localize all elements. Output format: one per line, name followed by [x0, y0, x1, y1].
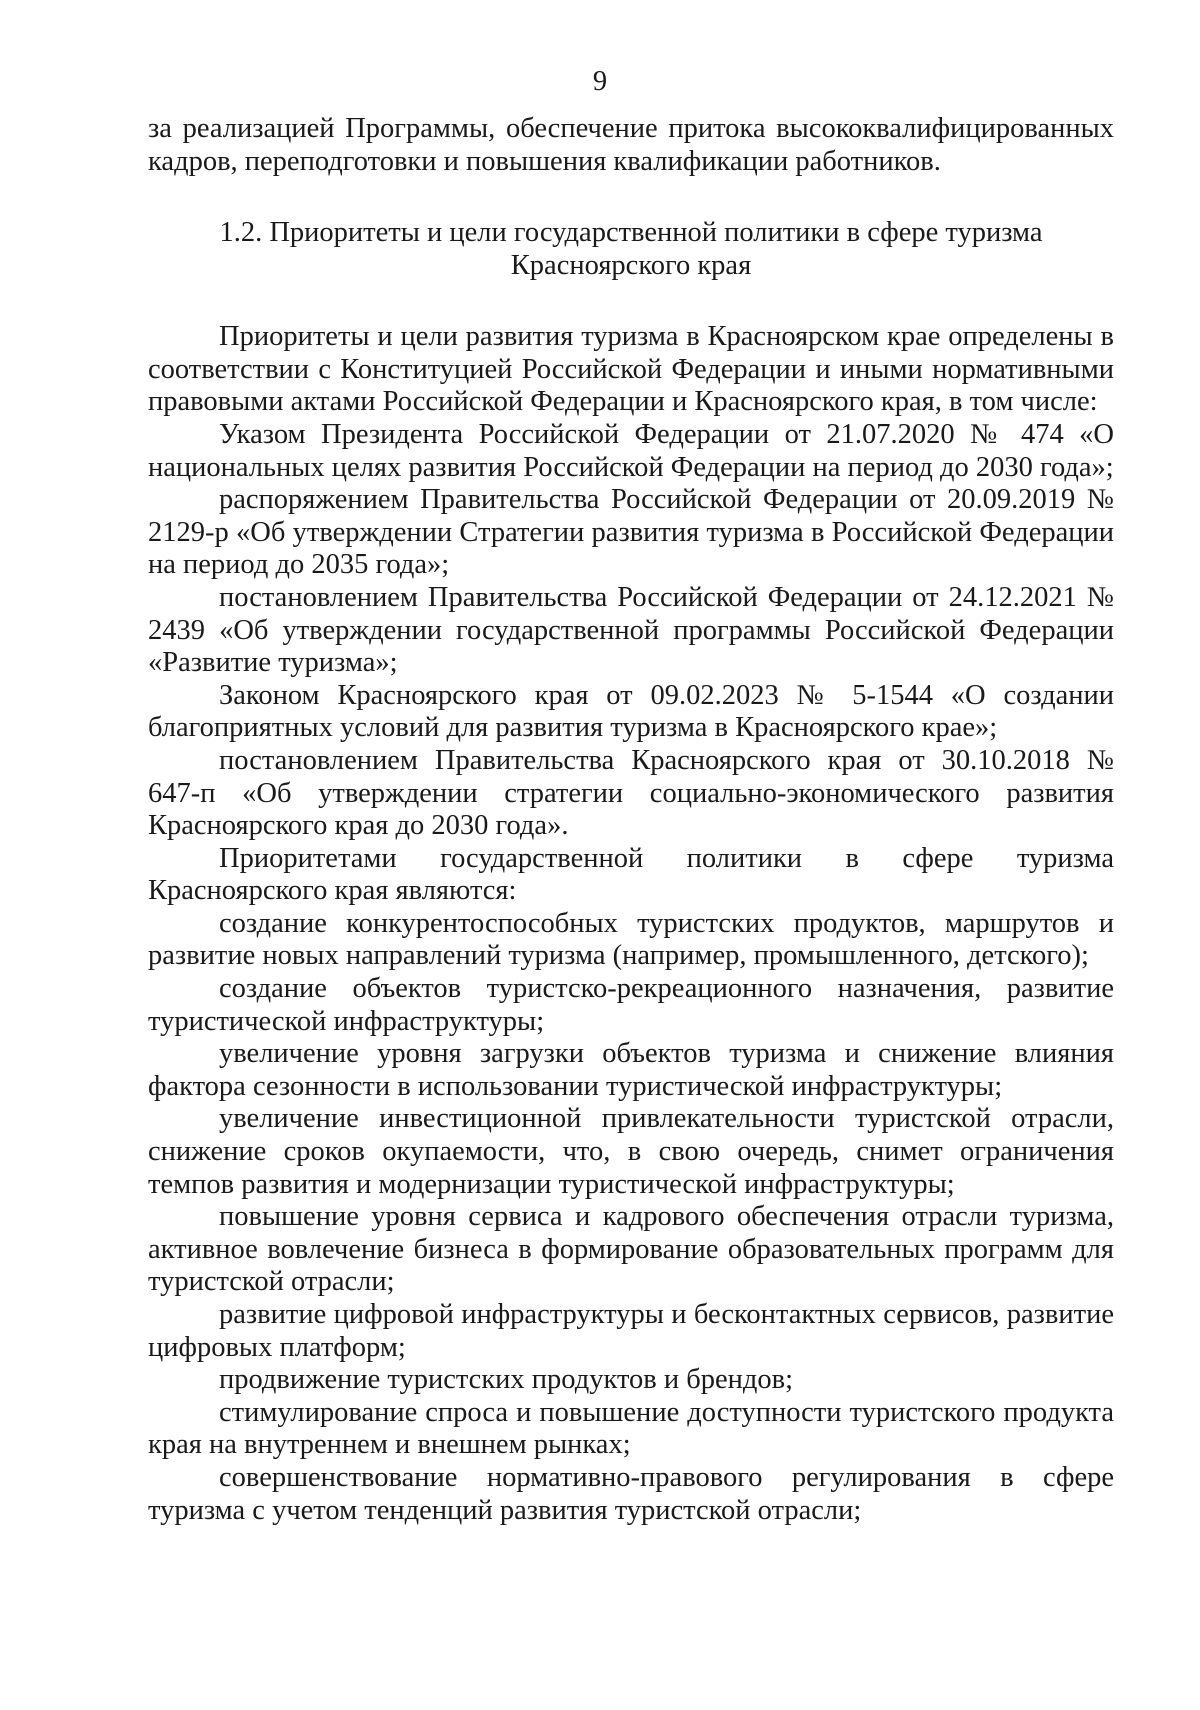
paragraph-regional-resolution-647: постановлением Правительства Красноярского края от 30.10.2018 № 647-п «Об утверждении стратегии социально-экономического развития Красноярского края до 2030 года». — [148, 744, 1114, 842]
list-item: увеличение инвестиционной привлекательности туристской отрасли, снижение сроков окупаемости, что, в свою очередь, снимет ограничения темпов развития и модернизации туристической инфраструктуры; — [148, 1103, 1114, 1200]
list-item: создание объектов туристско-рекреационного назначения, развитие туристической инфраструктуры; — [148, 973, 1114, 1037]
section-heading-line-1: 1.2. Приоритеты и цели государственной политики в сфере туризма — [219, 217, 1043, 249]
list-item: создание конкурентоспособных туристских продуктов, маршрутов и развитие новых направлений туризма (например, промышленного, детского); — [148, 907, 1114, 972]
list-item: совершенствование нормативно-правового регулирования в сфере туризма с учетом тенденций развития туристской отрасли; — [148, 1461, 1114, 1526]
paragraph-priorities-heading: Приоритетами государственной политики в сфере туризма Красноярского края являются: — [148, 842, 1114, 907]
document-body — [148, 113, 1114, 1527]
paragraph-government-order-2129: распоряжением Правительства Российской Федерации от 20.09.2019 № 2129-р «Об утверждении Стратегии развития туризма в Российской Федерации на период до 2035 года»; — [148, 484, 1114, 581]
intro-paragraph: за реализацией Программы, обеспечение притока высококвалифицированных кадров, переподготовки и повышения квалификации работников. — [148, 113, 1114, 177]
section-heading — [148, 216, 1114, 282]
list-item: продвижение туристских продуктов и брендов; — [219, 1364, 794, 1396]
list-item: стимулирование спроса и повышение доступности туристского продукта края на внутреннем и внешнем рынках; — [148, 1396, 1114, 1461]
paragraph-priorities-intro: Приоритеты и цели развития туризма в Красноярском крае определены в соответствии с Конституцией Российской Федерации и иными нормативными правовыми актами Российской Федерации и Красноярского края, в том числе: — [148, 321, 1114, 418]
section-heading-line-2: Красноярского края — [510, 250, 752, 282]
paragraph-government-resolution-2439: постановлением Правительства Российской Федерации от 24.12.2021 № 2439 «Об утверждении государственной программы Российской Федерации «Развитие туризма»; — [148, 581, 1114, 679]
list-item: повышение уровня сервиса и кадрового обеспечения отрасли туризма, активное вовлечение бизнеса в формирование образовательных программ для туристской отрасли; — [148, 1201, 1114, 1298]
paragraph-regional-law: Законом Красноярского края от 09.02.2023 № 5-1544 «О создании благоприятных условий для развития туризма в Красноярского крае»; — [148, 679, 1114, 744]
page-number: 9 — [592, 66, 608, 97]
list-item: увеличение уровня загрузки объектов туризма и снижение влияния фактора сезонности в использовании туристической инфраструктуры; — [148, 1038, 1114, 1102]
paragraph-presidential-decree: Указом Президента Российской Федерации от 21.07.2020 № 474 «О национальных целях развития Российской Федерации на период до 2030 года»; — [148, 418, 1114, 483]
list-item: развитие цифровой инфраструктуры и бесконтактных сервисов, развитие цифровых платформ; — [148, 1299, 1114, 1363]
